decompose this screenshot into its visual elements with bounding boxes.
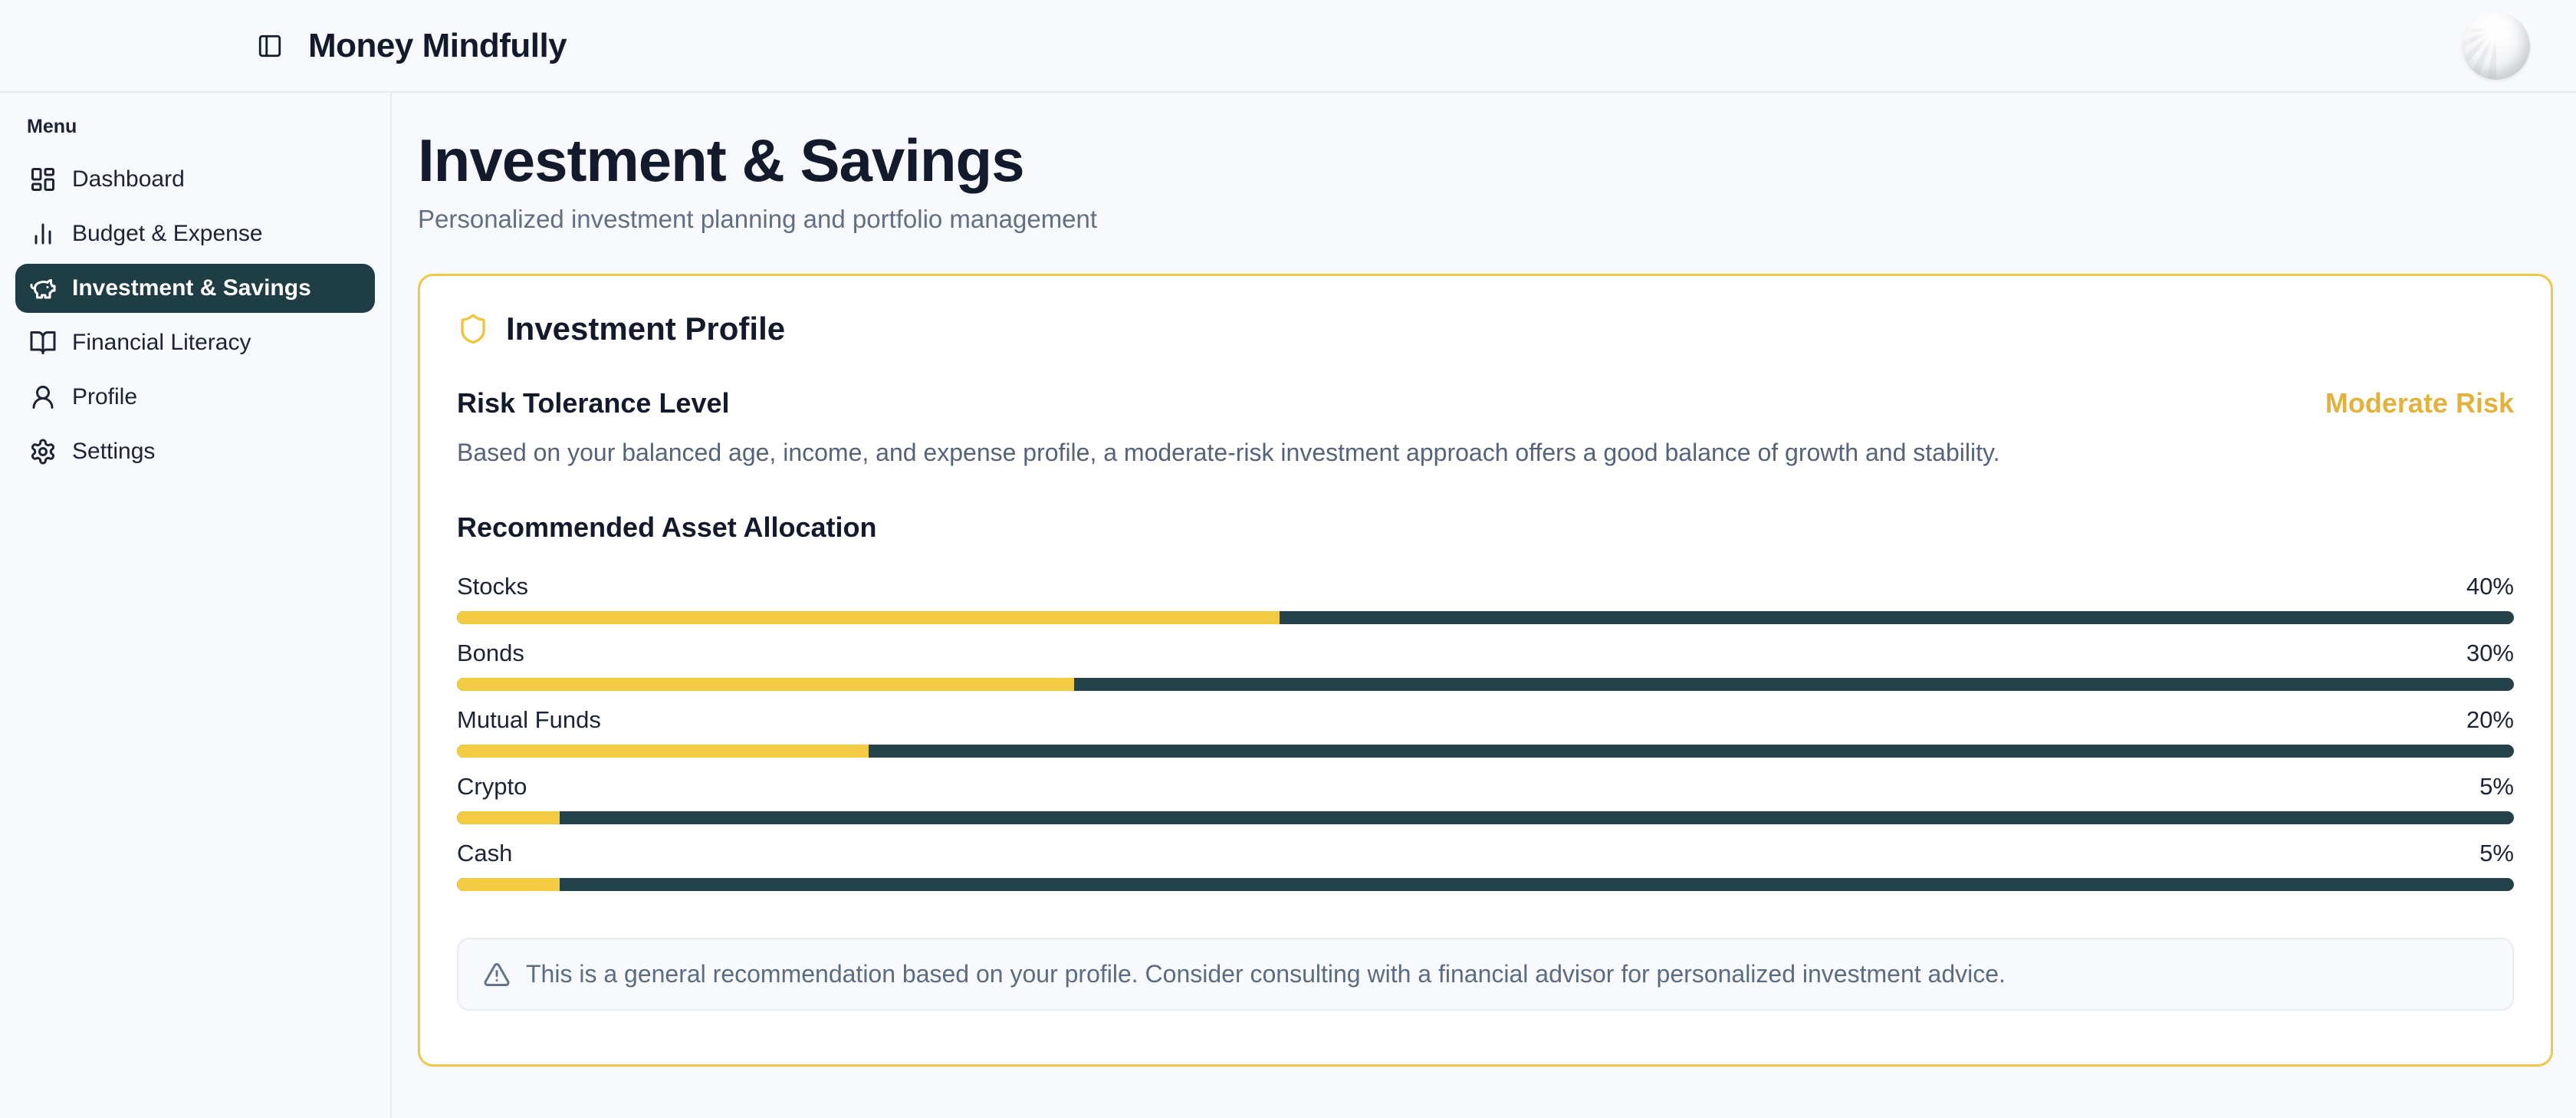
allocation-percent: 30%: [2466, 640, 2514, 667]
app-shell: [0, 93, 2576, 1118]
allocation-label: Crypto: [457, 773, 527, 801]
dashboard-icon: [29, 166, 57, 193]
allocation-bar-track: [457, 745, 2514, 758]
user-icon: [29, 383, 57, 411]
allocation-row: [457, 773, 2514, 824]
allocation-bar-fill: [457, 678, 1074, 691]
allocation-label: Stocks: [457, 573, 529, 600]
page-subtitle: Personalized investment planning and portfolio management: [418, 204, 1098, 233]
allocation-list: [457, 573, 2514, 891]
sidebar-item-investment-savings[interactable]: Investment & Savings: [15, 264, 375, 313]
sidebar: [0, 93, 392, 1118]
top-bar: [0, 0, 2576, 93]
allocation-row: [457, 840, 2514, 891]
sidebar-item-settings[interactable]: Settings: [15, 427, 375, 476]
sidebar-item-financial-literacy[interactable]: Financial Literacy: [15, 318, 375, 367]
sidebar-nav: [15, 155, 375, 476]
warning-triangle-icon: [483, 961, 511, 988]
book-open-icon: [29, 329, 57, 357]
user-avatar[interactable]: [2463, 12, 2530, 80]
panel-left-icon: [257, 33, 283, 59]
allocation-percent: 5%: [2479, 840, 2514, 867]
advisor-note-text: This is a general recommendation based on your profile. Consider consulting with a financial advisor for personalized investment advice.: [526, 960, 2006, 988]
allocation-bar-track: [457, 811, 2514, 824]
bar-chart-icon: [29, 220, 57, 248]
allocation-bar-fill: [457, 745, 869, 758]
allocation-percent: 20%: [2466, 706, 2514, 734]
app-title: Money Mindfully: [308, 26, 567, 64]
sidebar-item-dashboard[interactable]: Dashboard: [15, 155, 375, 204]
allocation-label: Bonds: [457, 640, 524, 667]
risk-level-badge: Moderate Risk: [2325, 386, 2514, 419]
allocation-row: [457, 640, 2514, 691]
sidebar-item-budget-expense[interactable]: Budget & Expense: [15, 209, 375, 258]
allocation-bar-track: [457, 878, 2514, 891]
allocation-percent: 5%: [2479, 773, 2514, 801]
allocation-label: Mutual Funds: [457, 706, 601, 734]
allocation-bar-fill: [457, 611, 1280, 624]
card-title: Investment Profile: [506, 310, 786, 347]
risk-description: Based on your balanced age, income, and expense profile, a moderate-risk investment approach offers a good balance of growth and stability.: [457, 438, 2000, 466]
allocation-row: [457, 706, 2514, 758]
piggy-bank-icon: [29, 275, 57, 302]
sidebar-item-profile[interactable]: Profile: [15, 373, 375, 422]
allocation-label: Cash: [457, 840, 513, 867]
sidebar-toggle-button[interactable]: [253, 29, 287, 63]
investment-profile-card: [418, 274, 2553, 1067]
allocation-bar-fill: [457, 878, 560, 891]
allocation-percent: 40%: [2466, 573, 2514, 600]
allocation-row: [457, 573, 2514, 624]
allocation-bar-track: [457, 678, 2514, 691]
settings-icon: [29, 438, 57, 465]
page-title: Investment & Savings: [418, 127, 1024, 194]
sidebar-menu-label: Menu: [27, 116, 77, 137]
card-title-row: [457, 311, 2514, 347]
allocation-heading: Recommended Asset Allocation: [457, 511, 877, 544]
advisor-note: [457, 938, 2514, 1011]
main-content: [392, 93, 2576, 1118]
risk-tolerance-row: [457, 387, 2514, 419]
allocation-bar-track: [457, 611, 2514, 624]
allocation-bar-fill: [457, 811, 560, 824]
risk-tolerance-heading: Risk Tolerance Level: [457, 386, 730, 419]
shield-icon: [457, 313, 489, 345]
